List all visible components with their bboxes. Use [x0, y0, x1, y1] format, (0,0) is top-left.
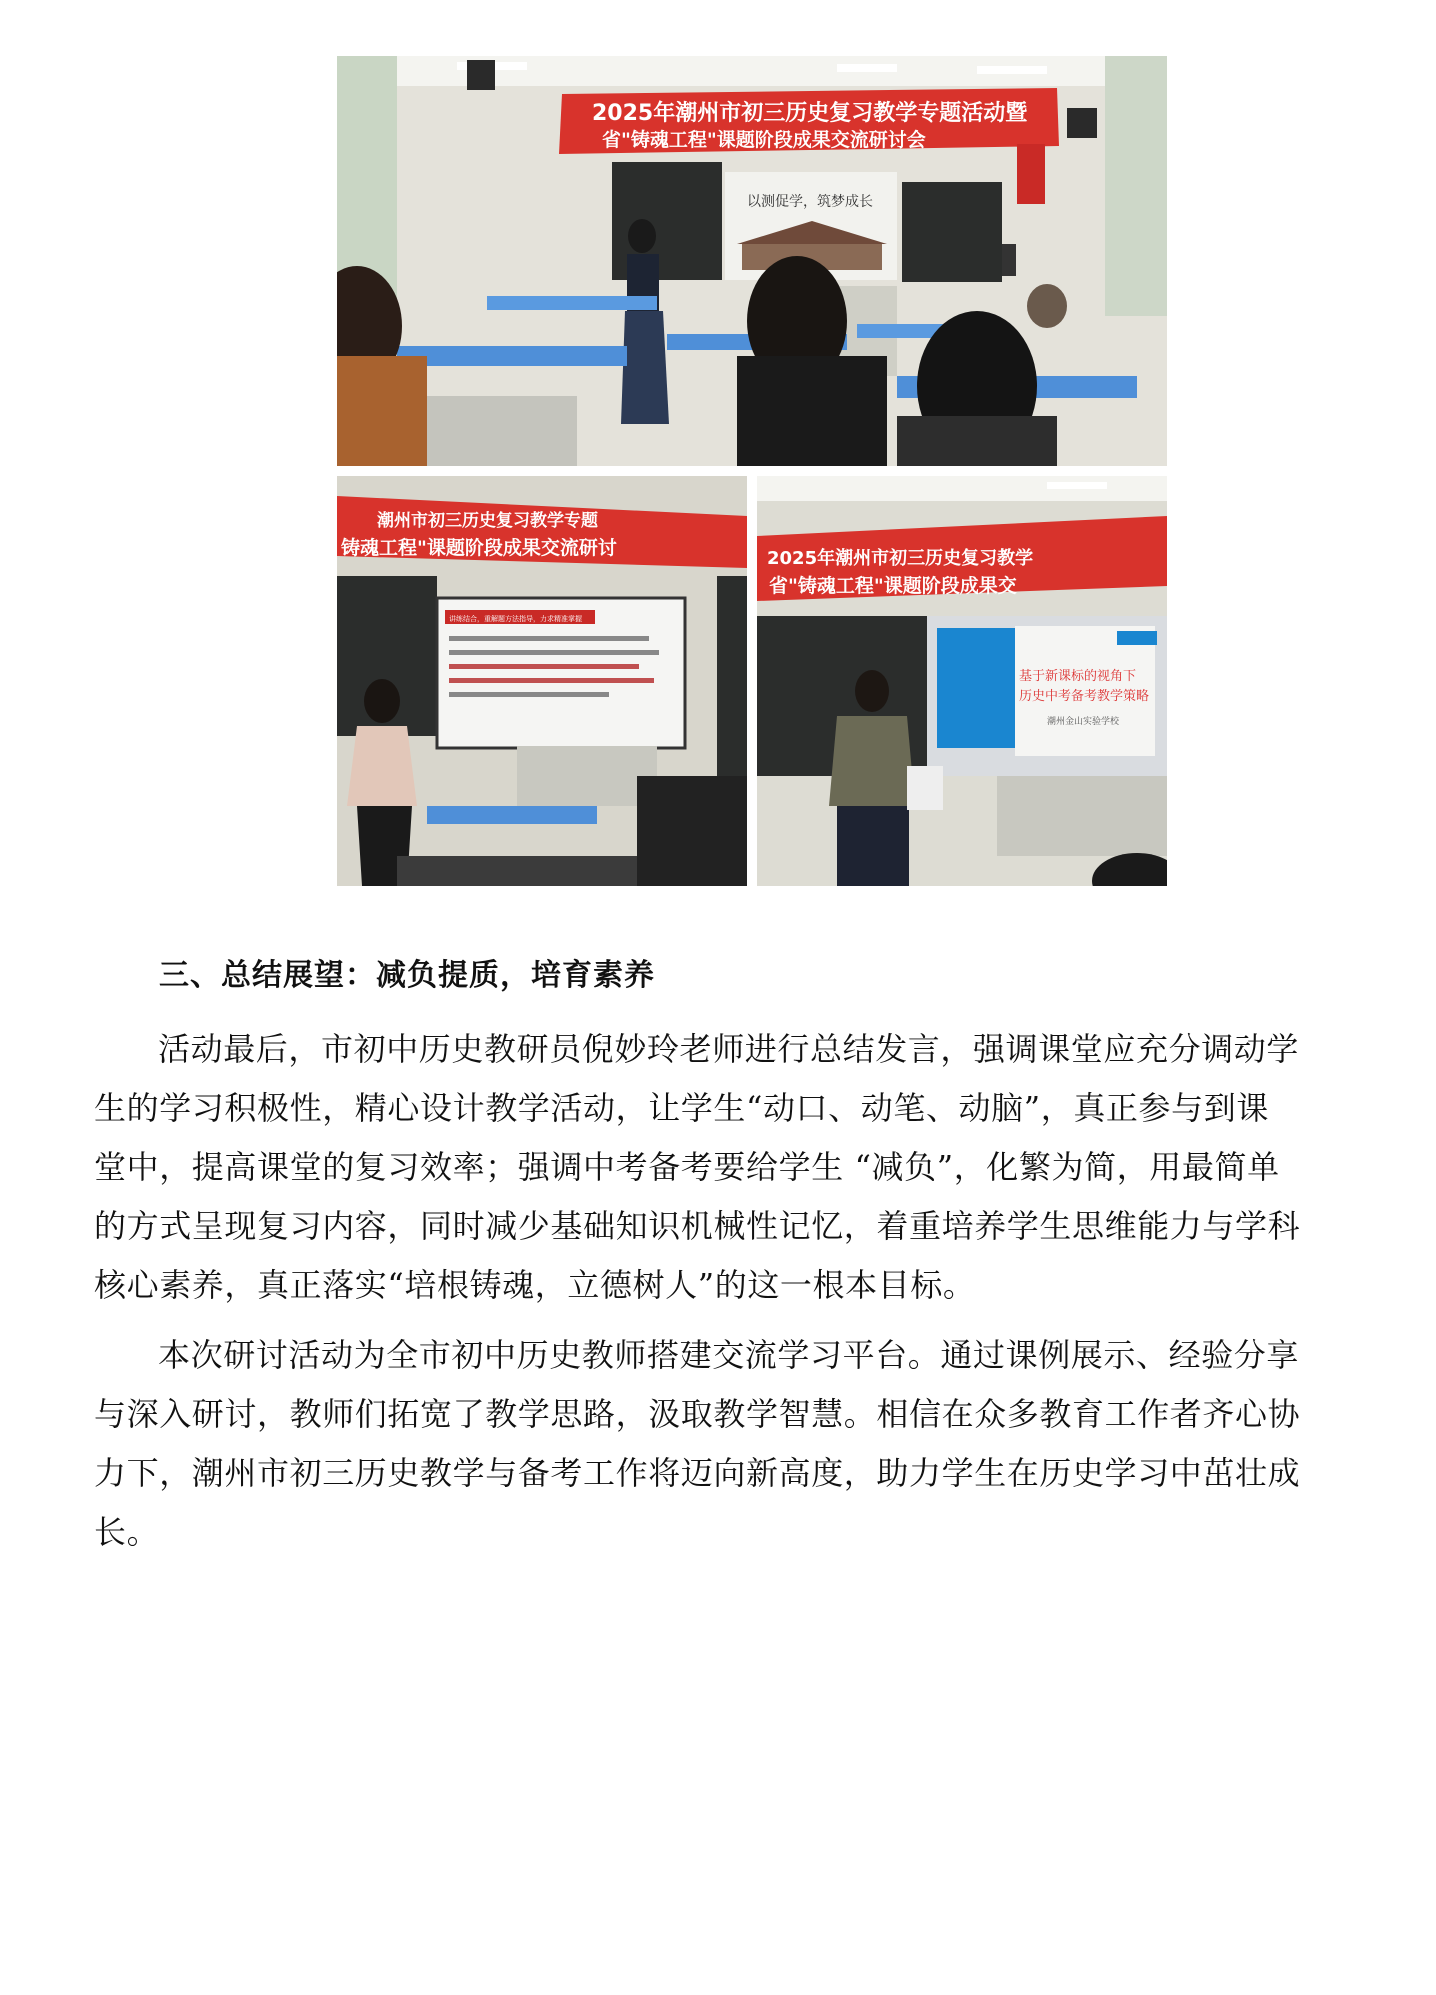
paragraph-line: 活动最后，市初中历史教研员倪妙玲老师进行总结发言，强调课堂应充分调动学 [158, 1030, 1300, 1068]
banner-line-1: 潮州市初三历史复习教学专题 [377, 511, 598, 531]
paragraph-line: 堂中，提高课堂的复习效率；强调中考备考要给学生 “减负”，化繁为简，用最简单 [94, 1148, 1280, 1186]
banner-line-2: 省"铸魂工程"课题阶段成果交 [769, 575, 1017, 597]
paragraph-line: 生的学习积极性，精心设计教学活动，让学生“动口、动笔、动脑”，真正参与到课 [94, 1089, 1269, 1127]
paragraph-line: 的方式呈现复习内容，同时减少基础知识机械性记忆，着重培养学生思维能力与学科 [94, 1207, 1301, 1245]
paragraph-outlook [94, 1326, 1338, 1562]
paragraph-line: 长。 [94, 1513, 160, 1551]
paragraph-line: 与深入研讨，教师们拓宽了教学思路，汲取教学智慧。相信在众多教育工作者齐心协 [94, 1395, 1301, 1433]
slide-school: 潮州金山实验学校 [1047, 717, 1120, 727]
banner-line-1: 2025年潮州市初三历史复习教学 [767, 548, 1034, 569]
paragraph-line: 核心素养，真正落实“培根铸魂，立德树人”的这一根本目标。 [94, 1266, 976, 1304]
screen-title: 以测促学，筑梦成长 [747, 194, 873, 210]
photo-teacher-speaking-right [757, 476, 1167, 886]
slide-title-1: 基于新课标的视角下 [1019, 669, 1137, 684]
paragraph-line: 力下，潮州市初三历史教学与备考工作将迈向新高度，助力学生在历史学习中茁壮成 [94, 1454, 1301, 1492]
photo-teacher-presenting [337, 56, 1167, 466]
section-heading: 三、总结展望：减负提质，培育素养 [159, 958, 655, 993]
paragraph-line: 本次研讨活动为全市初中历史教师搭建交流学习平台。通过课例展示、经验分享 [158, 1336, 1300, 1374]
banner-line-2: 省"铸魂工程"课题阶段成果交流研讨会 [602, 129, 926, 151]
slide-title: 讲练结合，重解题方法指导，力求精准掌握 [449, 615, 582, 623]
banner-line-1: 2025年潮州市初三历史复习教学专题活动暨 [592, 101, 1028, 126]
banner-line-2: 铸魂工程"课题阶段成果交流研讨 [341, 537, 617, 559]
slide-title-2: 历史中考备考教学策略 [1019, 689, 1150, 704]
paragraph-summary [94, 1020, 1338, 1315]
photo-teacher-speaking-left [337, 476, 747, 886]
